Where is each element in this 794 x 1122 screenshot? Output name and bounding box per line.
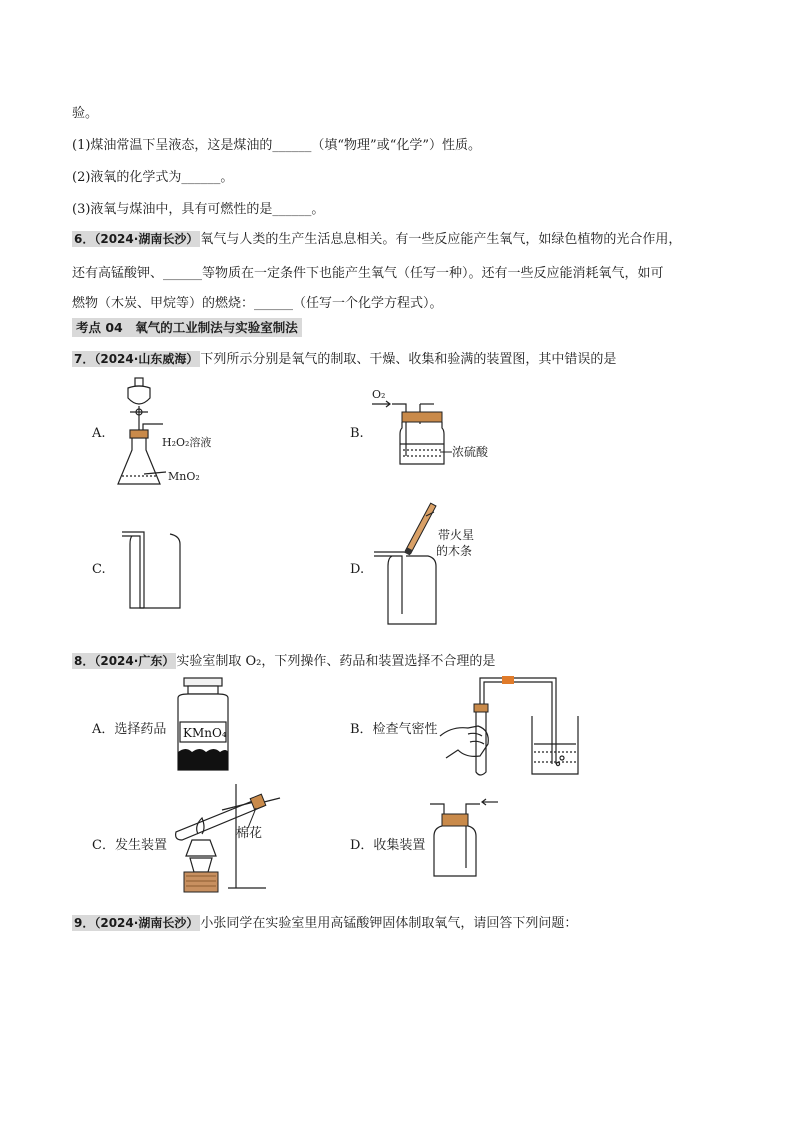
q8-number: 8． — [74, 654, 95, 668]
q9-source — [72, 915, 200, 931]
q7-a-flask-apparatus — [108, 376, 228, 492]
q8-d-collection-bottle — [430, 798, 500, 878]
q9-stem: 小张同学在实验室里用高锰酸钾固体制取氧气，请回答下列问题： — [200, 916, 578, 931]
q5-continuation: 验。 — [72, 106, 99, 121]
section-label: 考点 04 氧气的工业制法与实验室制法 — [72, 318, 302, 337]
q7-option-d: D. — [350, 562, 365, 577]
q7-number: 7． — [74, 352, 95, 366]
section-heading — [72, 318, 302, 336]
q8-a-label-kmno4: KMnO₄ — [183, 726, 227, 740]
q6-source-text: （2024·湖南长沙） — [94, 232, 199, 246]
q7-b-label-acid: 浓硫酸 — [452, 445, 489, 459]
q7-b-label-o2: O₂ — [372, 388, 386, 401]
q7-c-collection-bottle — [118, 526, 188, 616]
q6-line-2: 还有高锰酸钾、______等物质在一定条件下也能产生氧气（任写一种）。还有一些反应能消耗氧气，如可 — [72, 266, 664, 281]
q8-option-a: A．选择药品 — [92, 722, 167, 737]
q8-option-c: C．发生装置 — [92, 838, 167, 853]
q6-line-1 — [72, 228, 681, 247]
q5-sub-1: (1)煤油常温下呈液态，这是煤油的______（填“物理”或“化学”）性质。 — [72, 138, 481, 153]
q6-number: 6． — [74, 232, 95, 246]
q8-c-label-cotton: 棉花 — [236, 826, 263, 841]
q6-source — [72, 231, 200, 247]
q7-d-label-splint-1: 带火星 — [438, 528, 475, 542]
q6-line-3: 燃物（木炭、甲烷等）的燃烧：______（任写一个化学方程式）。 — [72, 296, 443, 311]
q8-stem-line — [72, 650, 495, 669]
q7-option-c: C. — [92, 562, 106, 577]
q7-d-verification-apparatus — [372, 506, 462, 626]
q8-source-text: （2024·广东） — [94, 654, 175, 668]
q5-sub-2: (2)液氧的化学式为______。 — [72, 170, 234, 185]
q9-stem-line — [72, 912, 577, 931]
q8-source — [72, 653, 176, 669]
q7-a-label-h2o2: H₂O₂溶液 — [162, 436, 212, 449]
q6-text-1: 氧气与人类的生产生活息息相关。有一些反应能产生氧气，如绿色植物的光合作用， — [200, 232, 682, 247]
q8-option-b: B．检查气密性 — [350, 722, 438, 737]
q9-number: 9． — [74, 916, 95, 930]
q7-stem-line — [72, 348, 616, 367]
q7-option-a: A. — [92, 426, 106, 441]
q7-source-text: （2024·山东威海） — [94, 352, 199, 366]
q7-b-drying-bottle — [372, 388, 512, 468]
q8-a-reagent-jar — [172, 676, 234, 772]
q9-source-text: （2024·湖南长沙） — [94, 916, 199, 930]
q8-c-heating-apparatus — [172, 778, 284, 894]
q7-option-b: B. — [350, 426, 364, 441]
q7-d-label-splint-2: 的木条 — [436, 544, 473, 558]
q8-stem: 实验室制取 O₂，下列操作、药品和装置选择不合理的是 — [176, 654, 496, 669]
q5-sub-3: (3)液氧与煤油中，具有可燃性的是______。 — [72, 202, 325, 217]
q7-source — [72, 351, 200, 367]
q7-a-label-mno2: MnO₂ — [168, 470, 200, 483]
q7-stem: 下列所示分别是氧气的制取、干燥、收集和验满的装置图，其中错误的是 — [200, 352, 617, 367]
q8-b-airtightness-setup — [438, 672, 588, 780]
q8-option-d: D．收集装置 — [350, 838, 426, 853]
